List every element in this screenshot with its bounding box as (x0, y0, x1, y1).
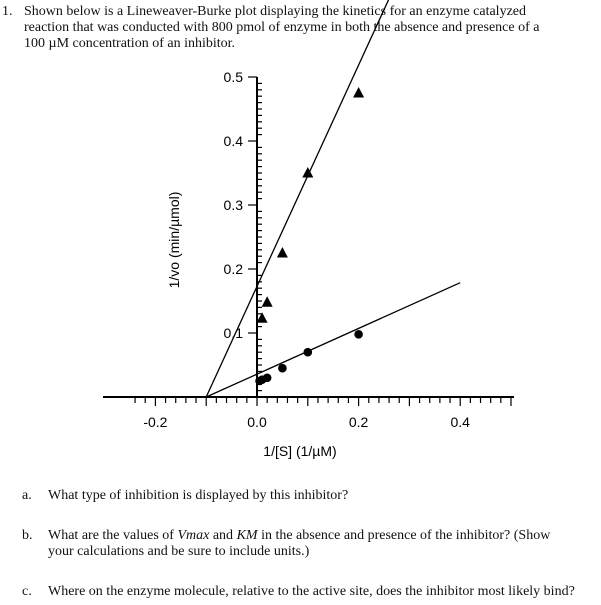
tick-labels (143, 69, 470, 430)
part-b (22, 528, 597, 559)
circle-data-point (278, 364, 287, 373)
part-c-label: c. (22, 584, 32, 599)
x-tick-label: 0.2 (348, 414, 369, 430)
fit-lines (206, 0, 460, 397)
axes (103, 77, 514, 406)
question-line-3: 100 µM concentration of an inhibitor. (24, 36, 236, 51)
km-term: KM (236, 528, 258, 543)
part-a-label: a. (22, 488, 32, 503)
part-b-text: What are the values of Vmax and KM in the absence and presence of the inhibitor? (Show your calculations and be sure to include units.) (48, 528, 551, 559)
part-c-text: Where on the enzyme molecule, relative to the active site, does the inhibitor most likely bind? (48, 584, 575, 599)
part-b-line-2: your calculations and be sure to include units.) (48, 544, 310, 559)
y-axis-label: 1/vo (min/µmol) (166, 191, 182, 289)
x-tick-label: 0.4 (450, 414, 470, 430)
triangle-data-point (277, 247, 288, 258)
y-tick-label: 0.2 (223, 261, 243, 277)
y-tick-label: 0.5 (223, 69, 243, 85)
part-b-label: b. (22, 528, 33, 543)
circle-data-point (304, 348, 313, 357)
question-line-2: reaction that was conducted with 800 pmol of enzyme in both the absence and presence of a (24, 20, 540, 35)
x-axis-label: 1/[S] (1/µM) (263, 443, 337, 459)
y-tick-label: 0.3 (223, 197, 243, 213)
data-markers (255, 87, 364, 385)
uninhibited-fit-line (206, 283, 460, 397)
circle-data-point (263, 374, 272, 383)
question-number: 1. (2, 4, 13, 19)
part-c (22, 584, 597, 600)
question-line-1: Shown below is a Lineweaver-Burke plot displaying the kinetics for an enzyme catalyzed (24, 4, 527, 19)
circle-data-point (354, 330, 363, 339)
triangle-data-point (262, 296, 273, 307)
part-a-text: What type of inhibition is displayed by this inhibitor? (48, 488, 349, 503)
triangle-data-point (353, 87, 364, 98)
vmax-term: Vmax (177, 528, 210, 543)
y-tick-label: 0.4 (223, 133, 243, 149)
x-tick-label: 0.0 (247, 414, 267, 430)
y-tick-label: 0.1 (223, 325, 243, 341)
x-tick-label: -0.2 (143, 414, 168, 430)
part-a (22, 488, 597, 504)
